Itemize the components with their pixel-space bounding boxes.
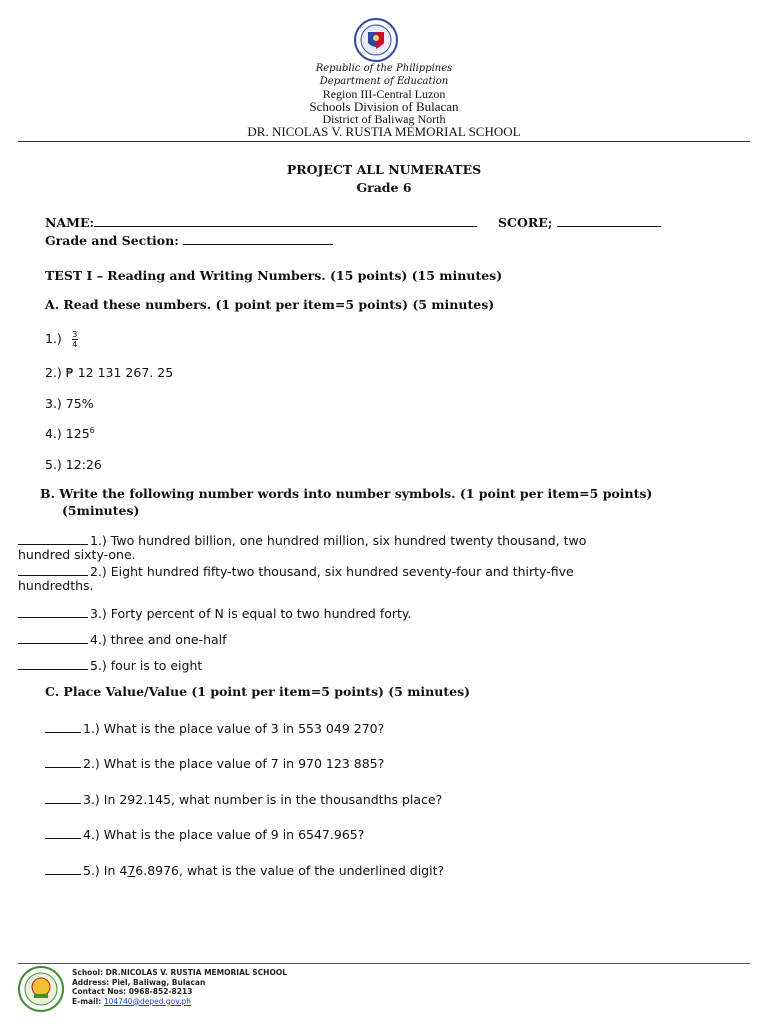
partA-item-3: 3.) 75% xyxy=(45,396,94,411)
test1-heading: TEST I – Reading and Writing Numbers. (15 points) (15 minutes) xyxy=(45,268,503,283)
header-department: Department of Education xyxy=(319,76,449,87)
footer-info xyxy=(72,968,287,1006)
partC-item-2: 2.) What is the place value of 7 in 970 123 885? xyxy=(45,755,384,771)
header-divider xyxy=(18,141,750,142)
grade-section-field[interactable] xyxy=(183,232,333,245)
header-region: Region III-Central Luzon xyxy=(322,87,446,101)
answer-blank[interactable] xyxy=(18,563,88,576)
partB-item-4: 4.) three and one-half xyxy=(18,631,227,647)
answer-blank[interactable] xyxy=(18,657,88,670)
partB-heading-line2: (5minutes) xyxy=(62,503,140,518)
partB-item-3: 3.) Forty percent of N is equal to two hundred forty. xyxy=(18,605,412,621)
answer-blank[interactable] xyxy=(45,720,81,733)
partC-item-3: 3.) In 292.145, what number is in the thousandths place? xyxy=(45,791,442,807)
partC-item-1: 1.) What is the place value of 3 in 553 049 270? xyxy=(45,720,384,736)
footer-divider xyxy=(18,963,750,964)
partB-heading-line1: B. Write the following number words into number symbols. (1 point per item=5 points) xyxy=(40,486,653,501)
partB-item-5: 5.) four is to eight xyxy=(18,657,202,673)
underlined-digit: 7 xyxy=(127,863,136,878)
partB-item-1-cont: hundred sixty-one. xyxy=(18,547,136,562)
partB-item-2-cont: hundredths. xyxy=(18,578,94,593)
answer-blank[interactable] xyxy=(45,826,81,839)
footer-contact: Contact Nos: 0968-852-8213 xyxy=(72,987,193,996)
deped-seal xyxy=(354,18,398,62)
footer-email-link[interactable]: 104740@deped.gov.ph xyxy=(103,996,192,1006)
footer-email-row: E-mail: 104740@deped.gov.ph xyxy=(72,996,192,1006)
footer-school: School: DR.NICOLAS V. RUSTIA MEMORIAL SCHOOL xyxy=(72,968,287,977)
name-field[interactable] xyxy=(94,214,477,227)
partC-item-5: 5.) In 476.8976, what is the value of the underlined digit? xyxy=(45,862,444,878)
page-title: PROJECT ALL NUMERATES xyxy=(286,162,482,177)
name-row xyxy=(45,214,479,230)
partA-item-4: 4.) $125^6$ xyxy=(45,426,95,442)
partC-item-4: 4.) What is the place value of 9 in 6547.965? xyxy=(45,826,364,842)
deped-seal-icon xyxy=(354,18,398,62)
header-republic: Republic of the Philippines xyxy=(315,63,453,74)
partB-item-2: 2.) Eight hundred fifty-two thousand, six hundred seventy-four and thirty-five xyxy=(18,563,574,579)
answer-blank[interactable] xyxy=(45,862,81,875)
answer-blank[interactable] xyxy=(45,791,81,804)
answer-blank[interactable] xyxy=(18,532,88,545)
school-logo-icon xyxy=(18,966,64,1012)
name-label: NAME: xyxy=(45,215,95,230)
score-field[interactable] xyxy=(557,214,661,227)
score-row xyxy=(498,214,663,230)
header-district: District of Baliwag North xyxy=(322,112,446,126)
answer-blank[interactable] xyxy=(18,605,88,618)
fraction: $\frac{3}{4}$ xyxy=(72,330,78,349)
partA-heading: A. Read these numbers. (1 point per item=5 points) (5 minutes) xyxy=(45,297,495,312)
school-logo xyxy=(18,966,64,1012)
partA-item-5: 5.) 12:26 xyxy=(45,457,102,472)
partC-heading: C. Place Value/Value (1 point per item=5 points) (5 minutes) xyxy=(45,684,471,699)
grade-section-label: Grade and Section: xyxy=(45,233,179,248)
footer-address: Address: Piel, Baliwag, Bulacan xyxy=(72,977,206,987)
header-school: DR. NICOLAS V. RUSTIA MEMORIAL SCHOOL xyxy=(247,124,521,139)
grade-section-row xyxy=(45,232,335,248)
header-division: Schools Division of Bulacan xyxy=(309,99,459,114)
score-label: SCORE; xyxy=(498,215,553,230)
grade-label: Grade 6 xyxy=(356,180,412,195)
answer-blank[interactable] xyxy=(45,755,81,768)
partA-item-2: 2.) ₱ 12 131 267. 25 xyxy=(45,365,174,380)
answer-blank[interactable] xyxy=(18,631,88,644)
partA-item-1: 1.) $\frac{3}{4}$ xyxy=(45,330,78,349)
partB-item-1: 1.) Two hundred billion, one hundred million, six hundred twenty thousand, two xyxy=(18,532,586,548)
